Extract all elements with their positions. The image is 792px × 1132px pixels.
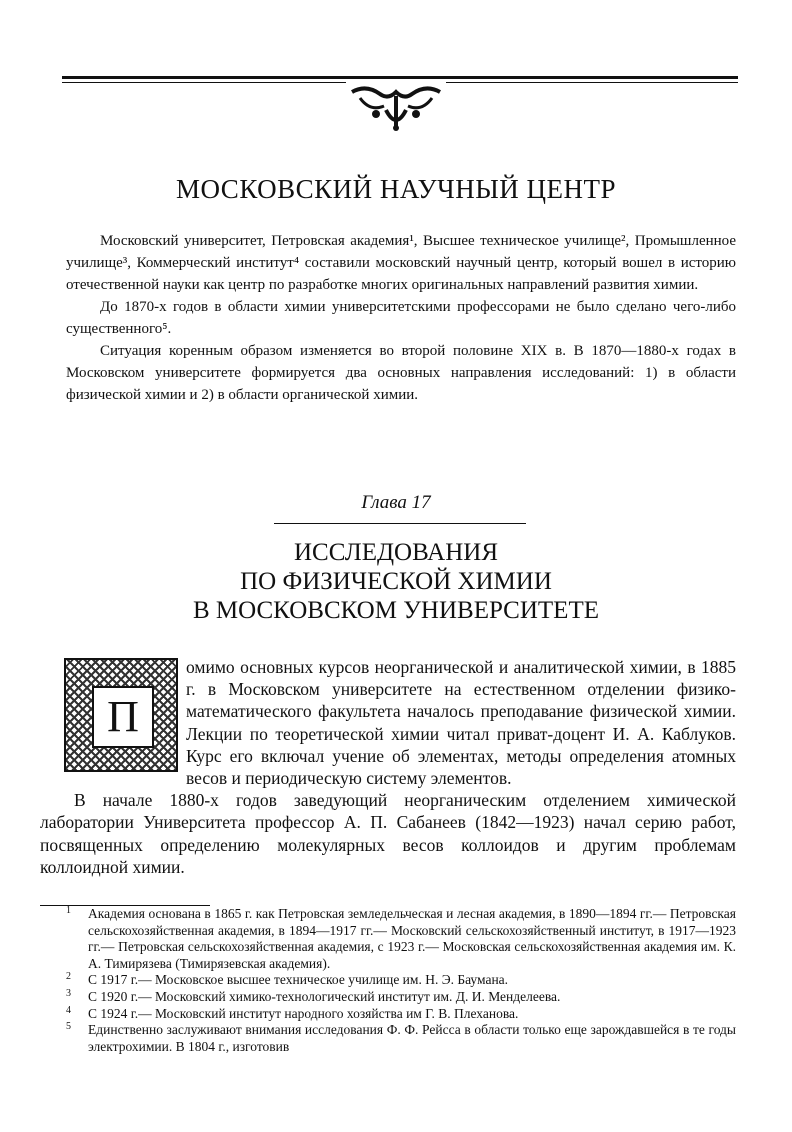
chapter-title-line: ИССЛЕДОВАНИЯ xyxy=(293,539,499,566)
section-title: МОСКОВСКИЙ НАУЧНЫЙ ЦЕНТР xyxy=(175,174,617,204)
footnote-text: Единственно заслуживают внимания исследования Ф. Ф. Рейсса в области только еще зарождавшейся в те годы электрохимии. В 1804 г., изготовив xyxy=(88,1022,736,1054)
chapter-title xyxy=(0,538,792,625)
footnote-text: Академия основана в 1865 г. как Петровская земледельческая и лесная академия, в 1890—1894 гг.— Петровская сельскохозяйственная академия, в 1894—1917 гг.— Московский сельскохозяйственный институт, в 1917—1923 гг.— Петровская сельскохозяйственная академия, с 1923 г.— Московская сельскохозяйственная академия им. К. А. Тимирязева (Тимирязевская академия). xyxy=(88,906,736,971)
chapter-label: Глава 17 xyxy=(361,492,431,513)
footnote-text: С 1917 г.— Московское высшее техническое училище им. Н. Э. Баумана. xyxy=(88,972,509,988)
body-paragraph: В начале 1880-х годов заведующий неорганическим отделением химической лаборатории Университета профессор А. П. Сабанеев (1842—1923) начал серию работ, посвященных определению молекулярных весов коллоидов и другим проблемам коллоидной химии. xyxy=(40,790,736,877)
footnote-text: С 1920 г.— Московский химико-технологический институт им. Д. И. Менделеева. xyxy=(88,988,561,1004)
footnote-number: 2 xyxy=(66,971,71,983)
intro-text xyxy=(66,230,736,406)
footnotes xyxy=(66,906,736,1055)
intro-paragraph: До 1870-х годов в области химии университетскими профессорами не было сделано чего-либо существенного⁵. xyxy=(66,299,736,337)
footnote-text: С 1924 г.— Московский институт народного хозяйства им Г. В. Плеханова. xyxy=(88,1005,519,1021)
footnote xyxy=(66,989,736,1006)
chapter-title-line: В МОСКОВСКОМ УНИВЕРСИТЕТЕ xyxy=(192,597,599,624)
footnote xyxy=(66,906,736,972)
chapter-rule xyxy=(274,523,526,524)
footnote-number: 5 xyxy=(66,1021,71,1033)
header-rule-thick xyxy=(62,76,738,79)
dropcap-letter: П xyxy=(92,686,154,748)
header-ornament-icon xyxy=(346,82,446,134)
body-paragraph: омимо основных курсов неорганической и аналитической химии, в 1885 г. в Московском университете на естественном отделении физико-математического факультета началось преподавание физической химии. Лекции по теоретической химии читал приват-доцент И. А. Каблуков. Курс его включал учение об элементах, методы определения атомных весов и периодическую систему элементов. xyxy=(186,657,736,789)
chapter-title-line: ПО ФИЗИЧЕСКОЙ ХИМИИ xyxy=(240,568,552,595)
footnote-number: 1 xyxy=(66,905,71,916)
footnote-number: 3 xyxy=(66,987,71,999)
footnote xyxy=(66,1022,736,1055)
body-text xyxy=(40,656,736,878)
intro-paragraph: Московский университет, Петровская академия¹, Высшее техническое училище², Промышленное училище³, Коммерческий институт⁴ составили московский научный центр, который вошел в историю отечественной науки как центр по разработке многих оригинальных направлений развития химии. xyxy=(66,233,736,293)
intro-paragraph: Ситуация коренным образом изменяется во второй половине XIX в. В 1870—1880-х годах в Московском университете формируется два основных направления исследований: 1) в области физической химии и 2) в области органической химии. xyxy=(66,343,736,403)
footnote-number: 4 xyxy=(66,1004,71,1016)
footnote xyxy=(66,1006,736,1023)
footnote xyxy=(66,972,736,989)
